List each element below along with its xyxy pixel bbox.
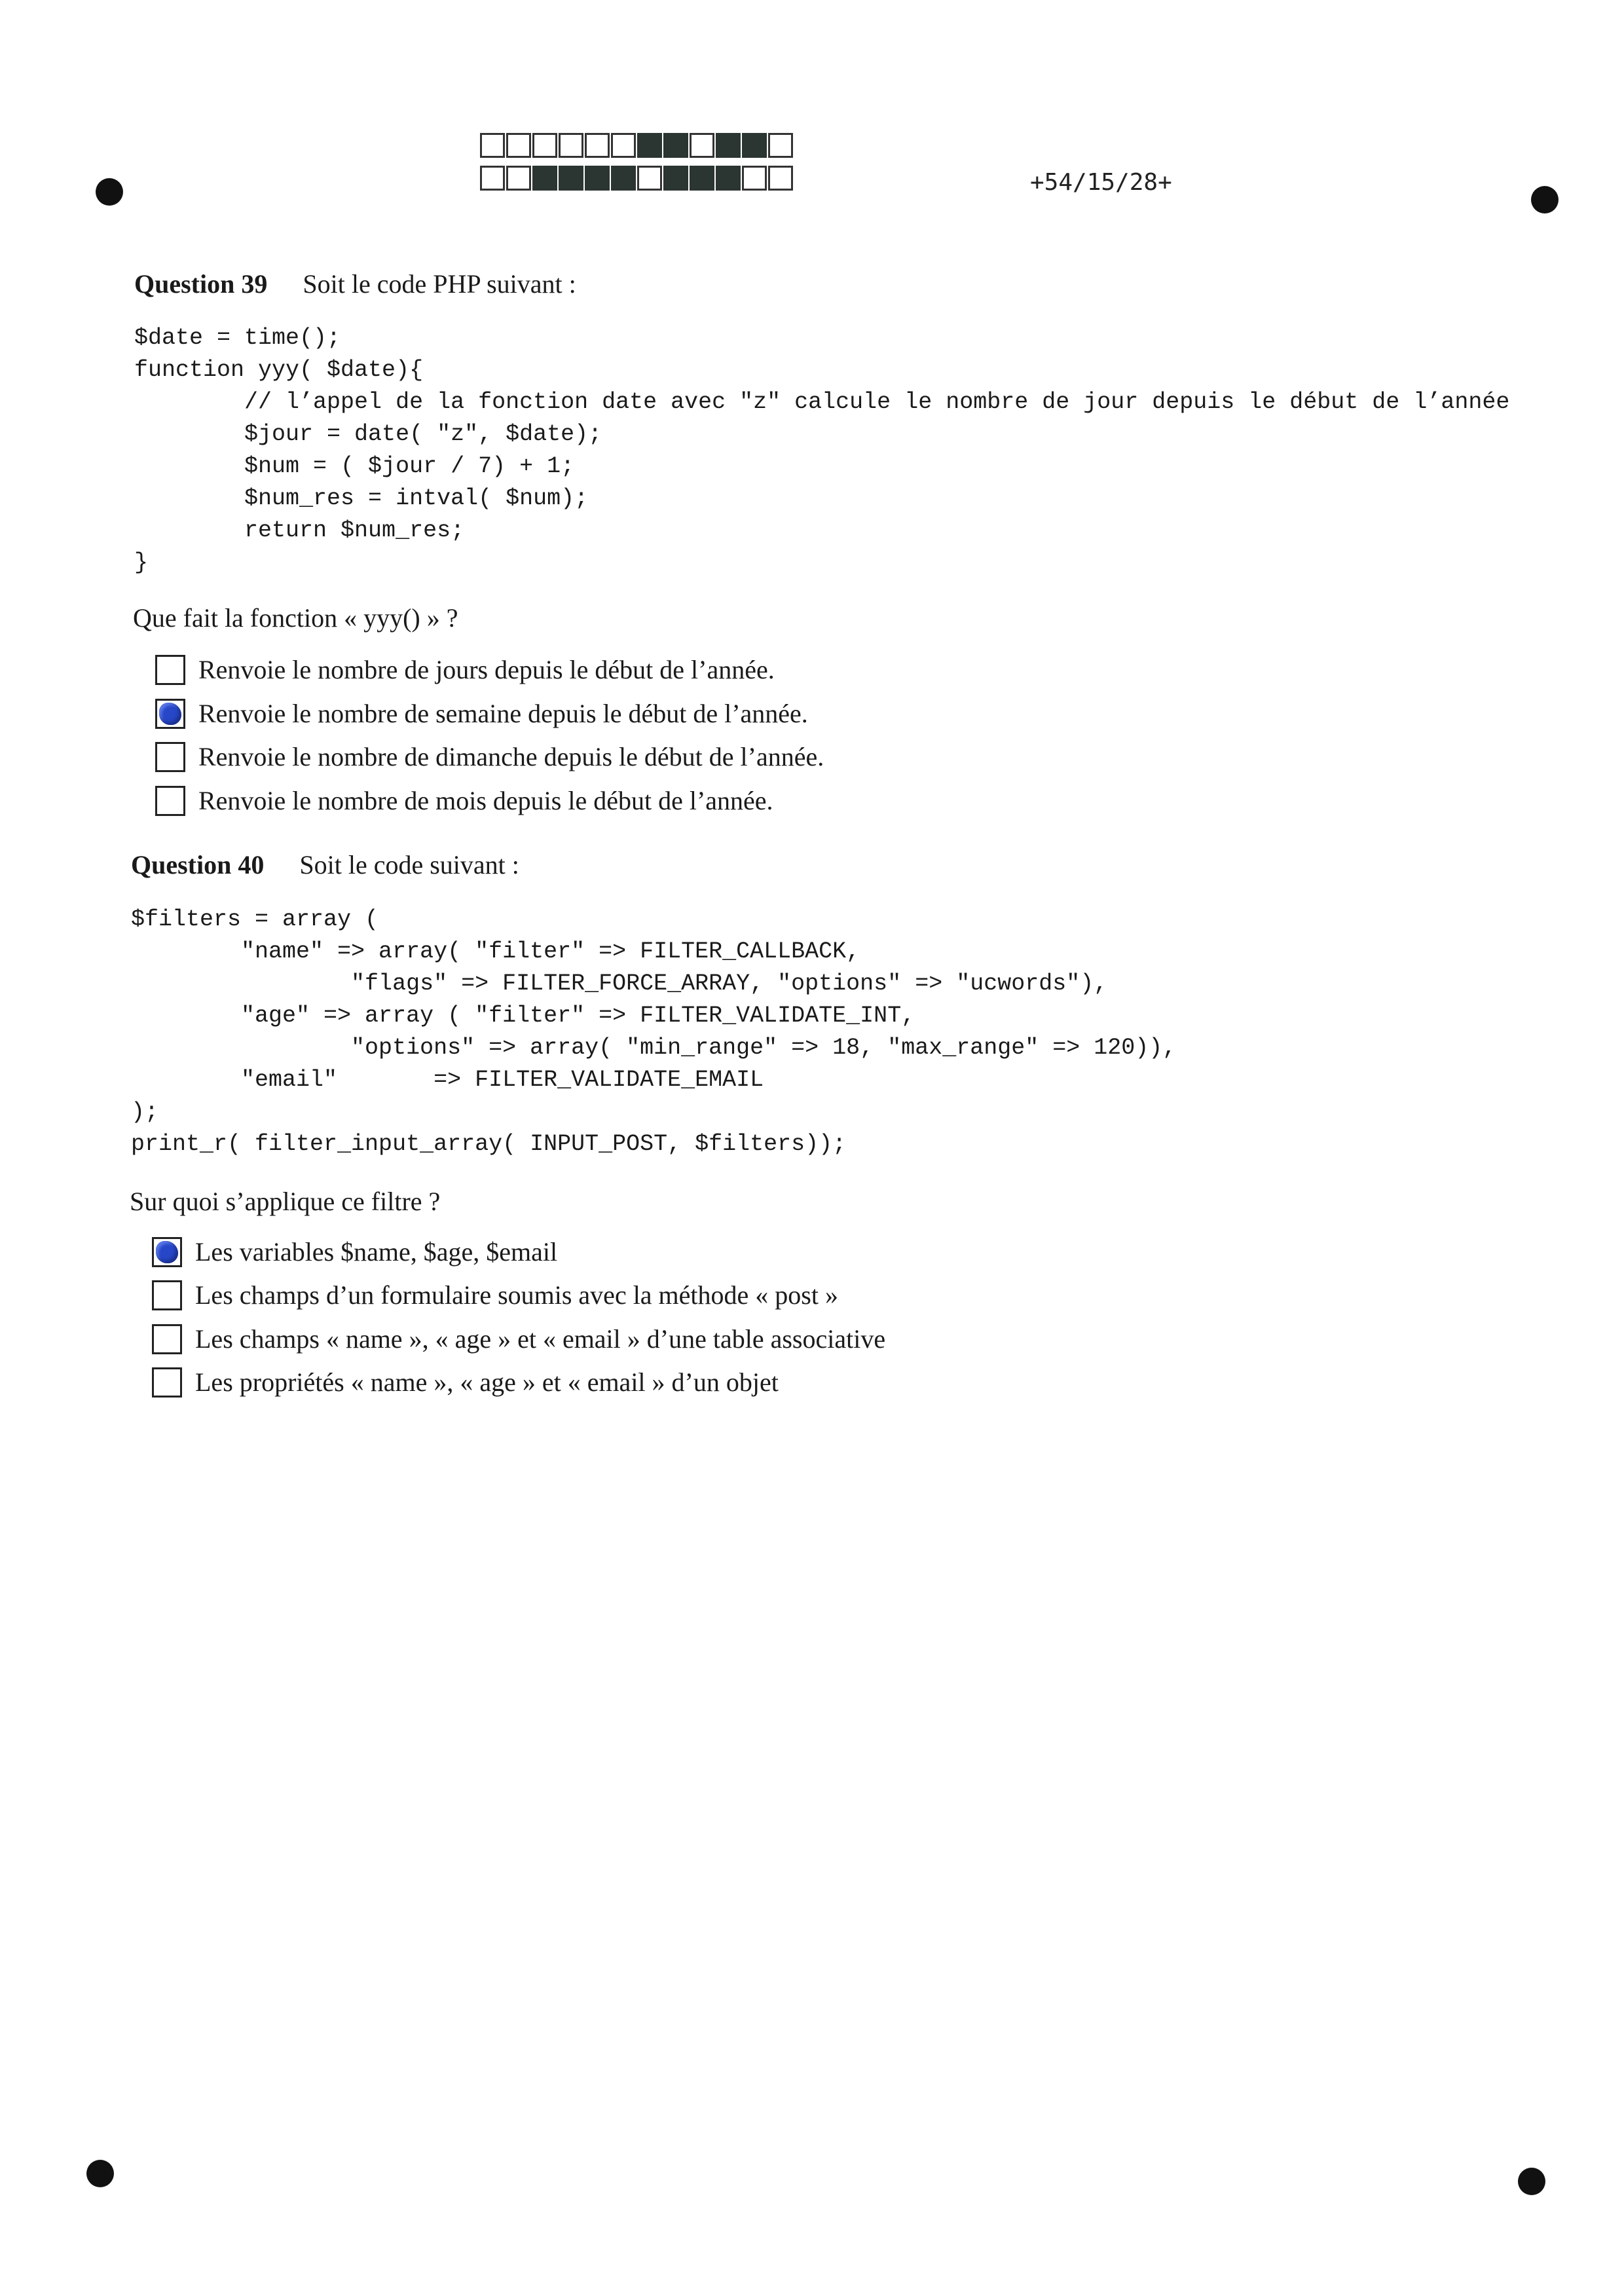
barcode-cell: [559, 133, 583, 158]
question-intro: Soit le code PHP suivant :: [303, 269, 576, 299]
question-intro: Soit le code suivant :: [299, 850, 519, 880]
question-prompt: Que fait la fonction « yyy() » ?: [133, 603, 458, 633]
answer-checkbox[interactable]: [152, 1280, 182, 1310]
answer-label: Renvoie le nombre de jours depuis le début de l’année.: [198, 655, 775, 684]
answer-option[interactable]: [152, 1367, 779, 1398]
page-barcode-top: [480, 133, 794, 158]
answer-option[interactable]: [152, 1324, 885, 1354]
barcode-cell: [585, 166, 610, 191]
answer-label: Renvoie le nombre de semaine depuis le début de l’année.: [198, 699, 808, 728]
barcode-cell: [716, 166, 741, 191]
answer-checkbox[interactable]: [155, 742, 185, 772]
barcode-cell: [611, 133, 636, 158]
answer-label: Les champs d’un formulaire soumis avec la méthode « post »: [195, 1280, 838, 1310]
barcode-cell: [637, 133, 662, 158]
question-39-header: [134, 268, 576, 299]
answer-option[interactable]: [152, 1280, 838, 1310]
barcode-cell: [742, 133, 767, 158]
answer-checkbox[interactable]: [152, 1324, 182, 1354]
answer-option[interactable]: [155, 785, 773, 816]
registration-mark-top-left: [96, 178, 123, 206]
answer-checkbox[interactable]: [155, 699, 185, 729]
question-number: Question 39: [134, 269, 268, 299]
answer-label: Renvoie le nombre de mois depuis le début de l’année.: [198, 786, 773, 815]
barcode-cell: [742, 166, 767, 191]
answer-label: Renvoie le nombre de dimanche depuis le début de l’année.: [198, 742, 824, 771]
answer-label: Les champs « name », « age » et « email » d’une table associative: [195, 1324, 886, 1354]
barcode-cell: [663, 133, 688, 158]
answer-option[interactable]: [155, 741, 824, 772]
barcode-cell: [611, 166, 636, 191]
barcode-cell: [559, 166, 583, 191]
barcode-cell: [663, 166, 688, 191]
answer-option[interactable]: [155, 698, 808, 729]
answer-checkbox[interactable]: [152, 1367, 182, 1398]
registration-mark-bottom-right: [1518, 2168, 1545, 2195]
question-prompt: Sur quoi s’applique ce filtre ?: [130, 1187, 441, 1216]
registration-mark-bottom-left: [86, 2160, 114, 2187]
answer-label: Les propriétés « name », « age » et « email » d’un objet: [195, 1367, 779, 1397]
barcode-cell: [716, 133, 741, 158]
barcode-cell: [637, 166, 662, 191]
question-40-header: [131, 849, 519, 880]
barcode-cell: [506, 166, 531, 191]
page-identifier: +54/15/28+: [1030, 169, 1172, 196]
php-code-block: $date = time(); function yyy( $date){ // l’appel de la fonction date avec "z" calcule le nombre de jour depuis le début de l’année $jour = date( "z", $date); $num = ( $jour / 7) + 1; $num_res = intval( $num); return $num_res; }: [134, 325, 1510, 576]
barcode-cell: [768, 133, 793, 158]
answer-label: Les variables $name, $age, $email: [195, 1237, 558, 1267]
answer-checkbox[interactable]: [155, 655, 185, 685]
barcode-cell: [585, 133, 610, 158]
answer-checkbox[interactable]: [155, 786, 185, 816]
answer-option[interactable]: [152, 1236, 557, 1267]
answer-checkbox[interactable]: [152, 1237, 182, 1267]
barcode-cell: [690, 166, 714, 191]
registration-mark-top-right: [1531, 186, 1559, 213]
barcode-cell: [506, 133, 531, 158]
barcode-cell: [690, 133, 714, 158]
barcode-cell: [532, 133, 557, 158]
page-barcode-bottom: [480, 166, 794, 191]
php-code-block: $filters = array ( "name" => array( "filter" => FILTER_CALLBACK, "flags" => FILTER_FORCE_ARRAY, "options" => "ucwords"), "age" => array ( "filter" => FILTER_VALIDATE_INT, "options" => array( "min_range" => 18, "max_range" => 120)), "email" => FILTER_VALIDATE_EMAIL ); print_r( filter_input_array( INPUT_POST, $filters));: [131, 906, 1177, 1157]
barcode-cell: [532, 166, 557, 191]
barcode-cell: [480, 166, 505, 191]
question-number: Question 40: [131, 850, 265, 880]
barcode-cell: [480, 133, 505, 158]
barcode-cell: [768, 166, 793, 191]
answer-option[interactable]: [155, 654, 775, 685]
